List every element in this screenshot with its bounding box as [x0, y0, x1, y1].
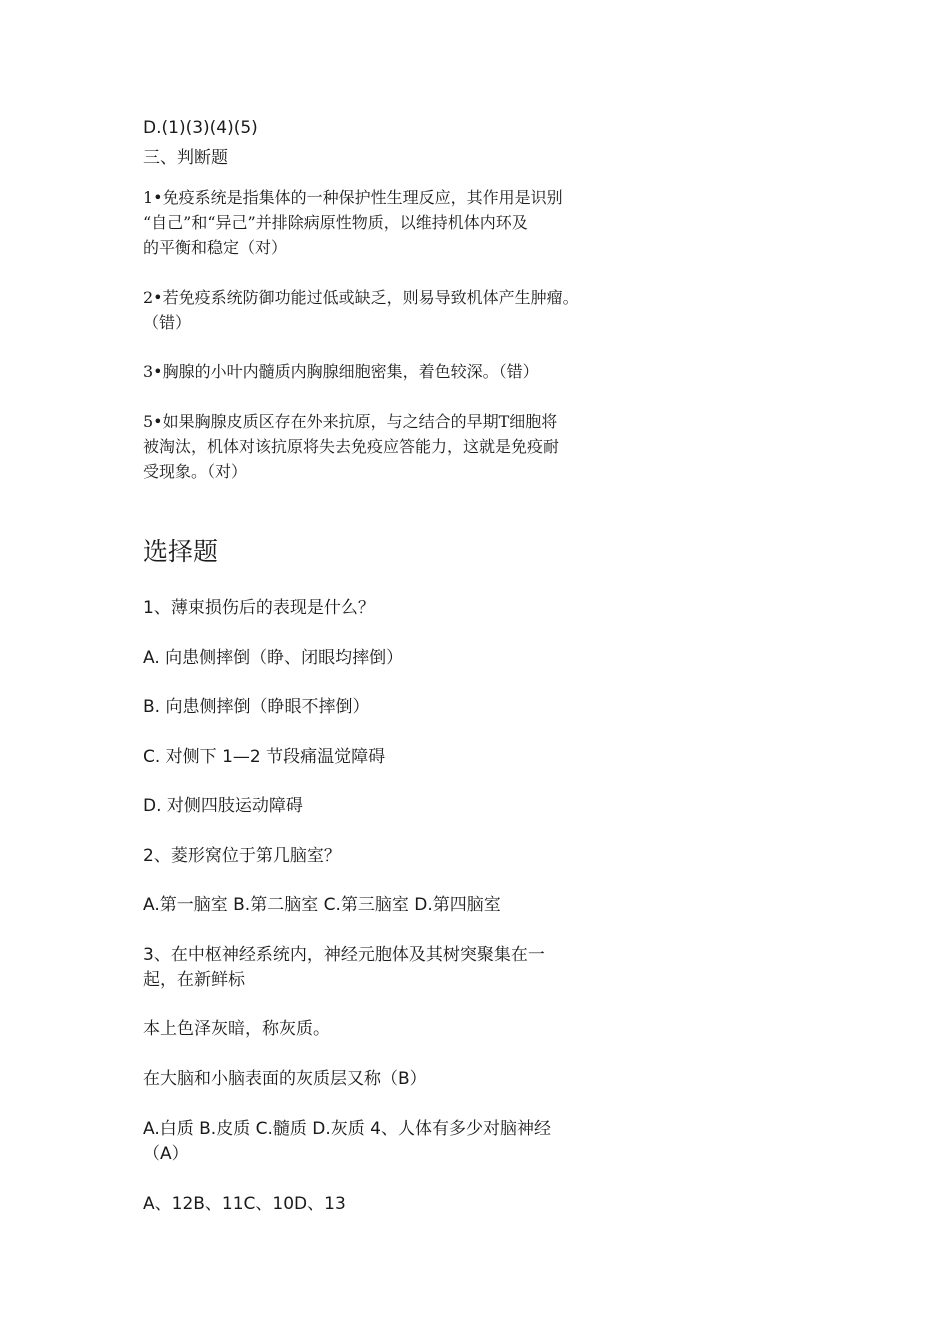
judgement-item-line: 的平衡和稳定（对） [143, 238, 288, 257]
judgement-item-line: 受现象。（对） [143, 462, 248, 481]
option-line: A. 向患侧摔倒（睁、闭眼均摔倒） [143, 648, 404, 668]
question-line: 2、菱形窝位于第几脑室？ [143, 846, 341, 866]
previous-option-line: D.(1)(3)(4)(5) [143, 118, 258, 138]
judgement-item-line: 5•如果胸腺皮质区存在外来抗原，与之结合的早期T细胞将 [143, 412, 558, 431]
option-line: A.第一脑室 B.第二脑室 C.第三脑室 D.第四脑室 [143, 895, 501, 915]
option-line: A.白质 B.皮质 C.髓质 D.灰质 4、人体有多少对脑神经 [143, 1119, 551, 1139]
judgement-item-line: 被淘汰，机体对该抗原将失去免疫应答能力，这就是免疫耐 [143, 437, 560, 456]
question-line: 本上色泽灰暗，称灰质。 [143, 1019, 330, 1039]
option-line: A、12B、11C、10D、13 [143, 1194, 346, 1214]
option-line: C. 对侧下 1—2 节段痛温觉障碍 [143, 747, 386, 767]
judgement-item-line: 3•胸腺的小叶内髓质内胸腺细胞密集，着色较深。（错） [143, 362, 539, 381]
question-line: 1、薄束损伤后的表现是什么？ [143, 598, 375, 618]
judgement-item-line: 2•若免疫系统防御功能过低或缺乏，则易导致机体产生肿瘤。 [143, 288, 579, 307]
answer-line: （A） [143, 1144, 189, 1164]
section-heading-choice: 选择题 [143, 537, 219, 566]
section-heading-judgement: 三、判断题 [143, 148, 228, 168]
question-line: 3、在中枢神经系统内，神经元胞体及其树突聚集在一 [143, 945, 545, 965]
option-line: D. 对侧四肢运动障碍 [143, 796, 303, 816]
question-line: 在大脑和小脑表面的灰质层又称（B） [143, 1069, 427, 1089]
question-line: 起，在新鲜标 [143, 970, 245, 990]
judgement-item-line: 1•免疫系统是指集体的一种保护性生理反应，其作用是识别 [143, 188, 563, 207]
judgement-item-line: “自己”和“异己”并排除病原性物质，以维持机体内环及 [143, 213, 528, 232]
judgement-item-line: （错） [143, 313, 192, 332]
option-line: B. 向患侧摔倒（睁眼不摔倒） [143, 697, 370, 717]
